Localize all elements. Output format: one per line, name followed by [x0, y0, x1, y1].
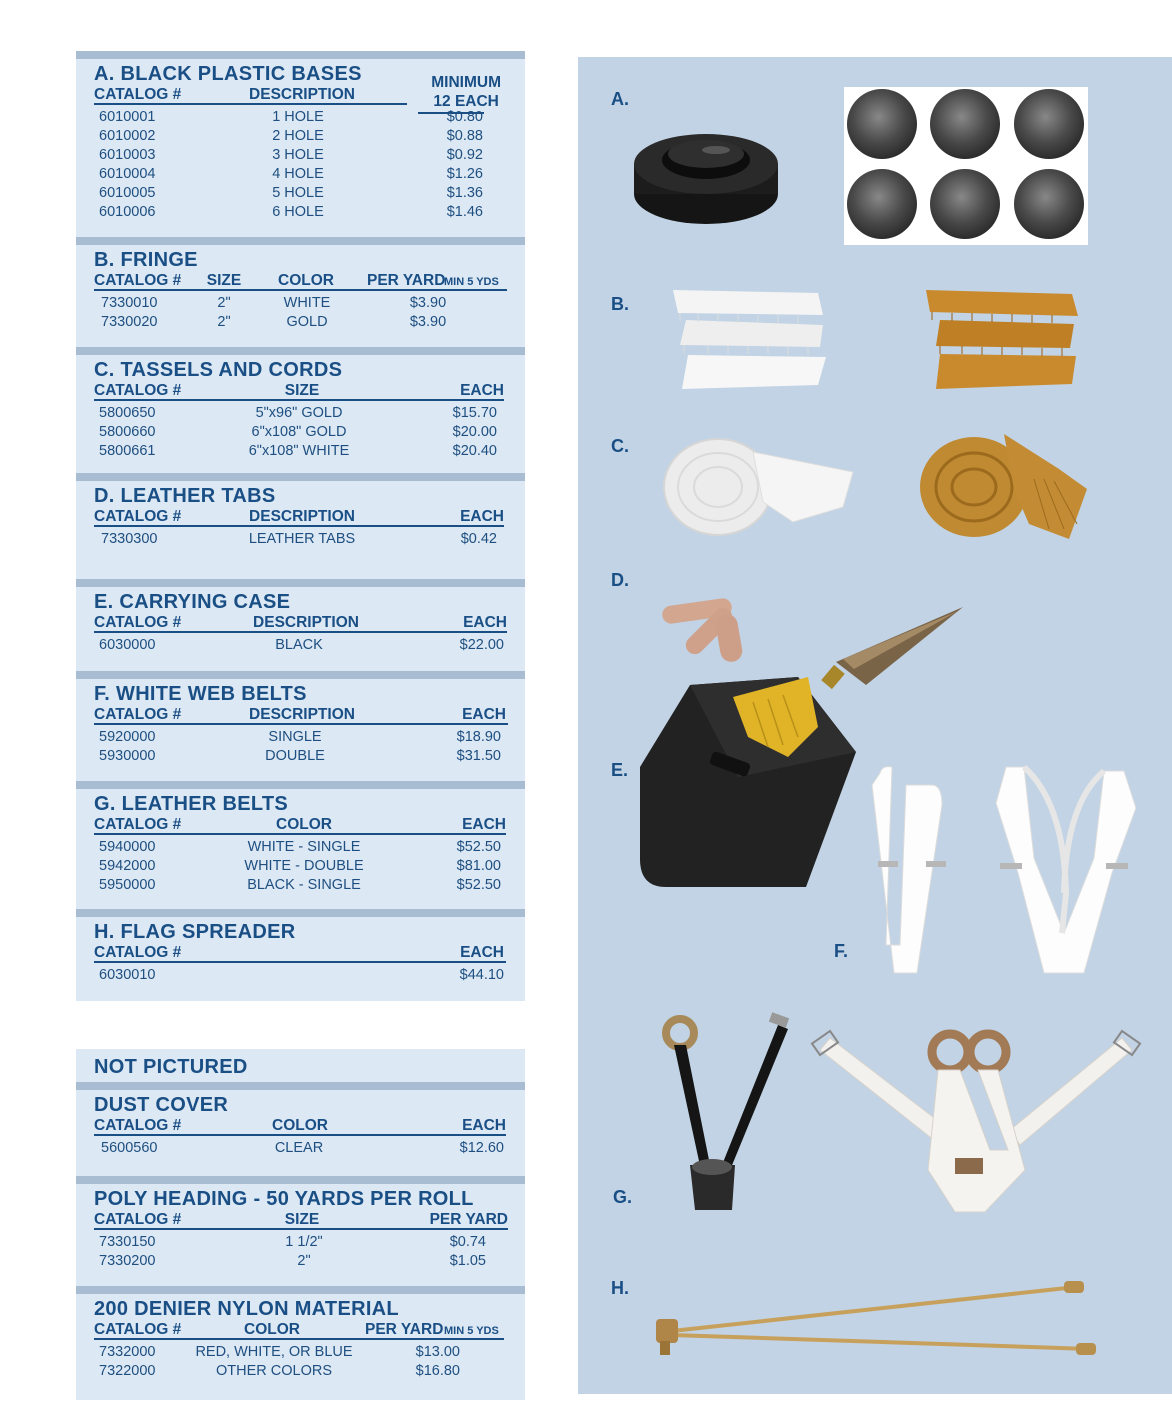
photo-label-b: B. [611, 294, 629, 314]
table-body [94, 1340, 507, 1381]
photo-label-e: E. [611, 760, 629, 780]
table-row: 7330020 2ʺ GOLD $3.90 [101, 314, 447, 330]
section-poly-heading [76, 1176, 525, 1286]
table-header: CATALOG # DESCRIPTION EACH [94, 508, 504, 525]
table-row: 6010003 3 HOLE $0.92 [99, 147, 483, 163]
table-row: 7330300 LEATHER TABS $0.42 [101, 531, 497, 547]
table-row: 6030010 $44.10 [99, 967, 504, 983]
table-row: 5930000 DOUBLE $31.50 [99, 748, 501, 764]
section-title: G. LEATHER BELTS [94, 793, 289, 815]
price-list [76, 51, 525, 1400]
photo-label-c: C. [611, 436, 629, 456]
table-body [94, 835, 507, 895]
table-header: CATALOG # DESCRIPTION [94, 85, 407, 105]
photo-label-a: A. [611, 89, 629, 109]
table-header: CATALOG # SIZE COLOR PER YARD MIN 5 YDS [94, 271, 507, 291]
table-body [94, 963, 507, 985]
table-row: 6010006 6 HOLE $1.46 [99, 204, 483, 220]
table-row: 6030000 BLACK $22.00 [99, 637, 504, 653]
section-title: DUST COVER [94, 1094, 229, 1116]
section-title: C. TASSELS AND CORDS [94, 359, 343, 381]
table-header: CATALOG # SIZE PER YARD [94, 1211, 508, 1228]
section-white-web-belts [76, 671, 525, 781]
table-row: 5800661 6ʺx108ʺ WHITE $20.40 [99, 443, 497, 459]
section-title: 200 DENIER NYLON MATERIAL [94, 1298, 399, 1320]
section-fringe [76, 237, 525, 347]
table-row: 7332000 RED, WHITE, OR BLUE $13.00 [99, 1344, 460, 1360]
section-carrying-case [76, 579, 525, 671]
section-leather-belts [76, 781, 525, 909]
section-title: A. BLACK PLASTIC BASES [94, 63, 362, 85]
table-body [94, 1136, 507, 1158]
black-base-image [626, 122, 786, 232]
section-flag-spreader [76, 909, 525, 1001]
table-header: CATALOG # SIZE EACH [94, 382, 504, 399]
table-row: 5920000 SINGLE $18.90 [99, 729, 501, 745]
white-tassel-image [663, 432, 863, 537]
table-row: 5942000 WHITE - DOUBLE $81.00 [99, 858, 501, 874]
base-hole-grid-image [844, 87, 1088, 245]
gold-fringe-image [922, 286, 1082, 392]
section-title: POLY HEADING - 50 YARDS PER ROLL [94, 1188, 474, 1210]
table-row: 5940000 WHITE - SINGLE $52.50 [99, 839, 501, 855]
table-row: 5950000 BLACK - SINGLE $52.50 [99, 877, 501, 893]
table-body [94, 527, 507, 549]
flag-spreader-image [652, 1279, 1097, 1359]
table-row: 7330200 2ʺ $1.05 [99, 1253, 486, 1269]
white-fringe-image [668, 285, 830, 393]
section-leather-tabs [76, 473, 525, 579]
table-row: 5800650 5ʺx96ʺ GOLD $15.70 [99, 405, 497, 421]
table-header: CATALOG # COLOR PER YARD MIN 5 YDS [94, 1320, 504, 1340]
photo-label-g: G. [613, 1187, 633, 1207]
table-row: 7330010 2ʺ WHITE $3.90 [101, 295, 447, 311]
black-leather-belt-image [660, 1015, 792, 1215]
section-title: H. FLAG SPREADER [94, 921, 296, 943]
table-header: CATALOG # COLOR EACH [94, 816, 506, 833]
section-title: B. FRINGE [94, 249, 198, 271]
section-title: NOT PICTURED [94, 1056, 248, 1078]
table-body [94, 401, 507, 461]
double-web-belt-image [994, 763, 1139, 981]
table-row: 7330150 1 1/2ʺ $0.74 [99, 1234, 486, 1250]
section-tassels-cords [76, 347, 525, 473]
white-leather-belt-image [810, 1030, 1142, 1215]
section-not-pictured [76, 1049, 525, 1082]
table-header: CATALOG # COLOR EACH [94, 1117, 506, 1134]
table-body [94, 633, 507, 655]
minimum-label: MINIMUM 12 EACH [431, 74, 501, 110]
photo-panel [578, 57, 1172, 1394]
table-header: CATALOG # DESCRIPTION EACH [94, 706, 506, 723]
section-title: E. CARRYING CASE [94, 591, 291, 613]
photo-label-h: H. [611, 1278, 629, 1298]
photo-label-f: F. [834, 941, 849, 961]
table-body [94, 291, 507, 332]
single-web-belt-image [872, 765, 954, 980]
table-body [94, 105, 507, 222]
table-row: 6010001 1 HOLE $0.80 [99, 109, 483, 125]
gold-tassel-image [919, 429, 1094, 544]
section-title: F. WHITE WEB BELTS [94, 683, 307, 705]
table-row: 5800660 6ʺx108ʺ GOLD $20.00 [99, 424, 497, 440]
table-body [94, 725, 507, 766]
section-black-plastic-bases [76, 51, 525, 237]
table-row: 6010004 4 HOLE $1.26 [99, 166, 483, 182]
section-nylon-material [76, 1286, 525, 1400]
section-dust-cover [76, 1082, 525, 1176]
table-header: CATALOG # DESCRIPTION EACH [94, 614, 507, 631]
table-row: 7322000 OTHER COLORS $16.80 [99, 1363, 460, 1379]
table-header: CATALOG # EACH [94, 944, 504, 961]
spacer [76, 1001, 525, 1049]
table-row: 6010005 5 HOLE $1.36 [99, 185, 483, 201]
section-title: D. LEATHER TABS [94, 485, 276, 507]
table-row: 5600560 CLEAR $12.60 [101, 1140, 504, 1156]
table-body [94, 1230, 507, 1271]
photo-label-d: D. [611, 570, 629, 590]
table-row: 6010002 2 HOLE $0.88 [99, 128, 483, 144]
